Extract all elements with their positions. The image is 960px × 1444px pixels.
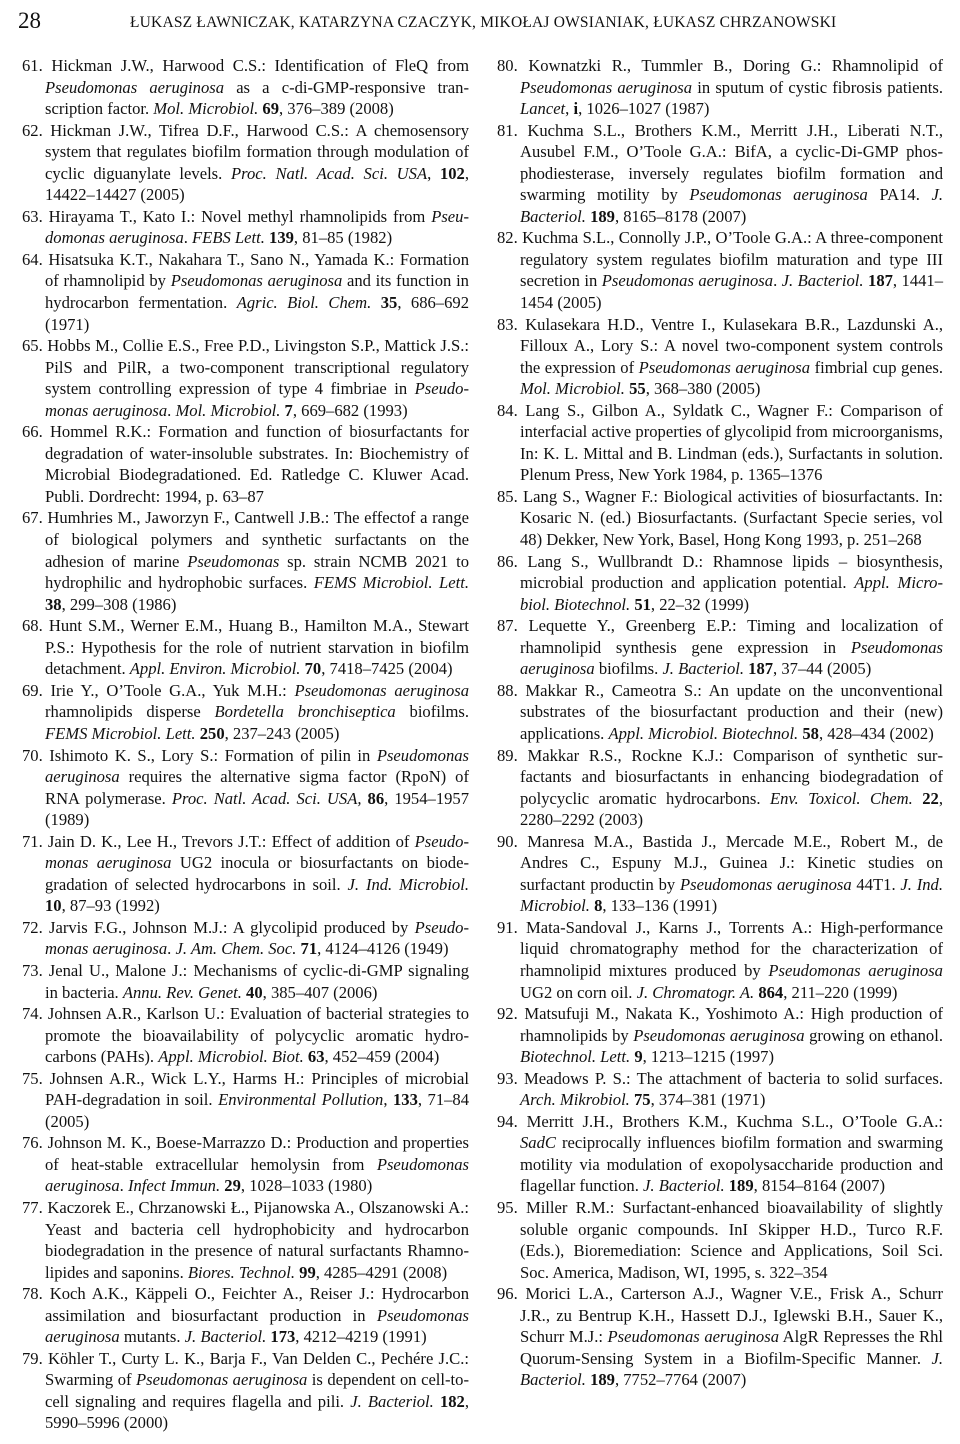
reference-80-text: in sputum of cystic fibrosis patients. xyxy=(692,77,943,97)
reference-66 xyxy=(22,421,469,507)
reference-78-text: J. Bacteriol. xyxy=(184,1327,267,1347)
reference-65-text: , 669–682 (1993) xyxy=(292,400,408,420)
reference-63 xyxy=(22,206,469,249)
reference-63-text: . xyxy=(183,228,193,248)
reference-78-text: mutants. xyxy=(119,1327,185,1347)
reference-88 xyxy=(497,680,943,745)
reference-90-text: 44T1. xyxy=(851,874,901,894)
reference-72 xyxy=(22,917,469,960)
reference-75-text: 75. Johnsen A.R., Wick L.Y., Harms H.: Principles of microbial PAH-degradation in soil. xyxy=(22,1068,469,1110)
reference-84-text: 84. Lang S., Gilbon A., Syldatk C., Wagner F.: Comparison of interfacial active properties of glycolipid from microorganisms, In: K. L. Mittal and B. Lindman (eds.), Surfactants in solution. Plenum Press, New York 1984, p. 1365–1376 xyxy=(497,400,943,485)
reference-93-text: , 374–381 (1971) xyxy=(650,1090,766,1110)
reference-62-text: 62. Hickman J.W., Tifrea D.F., Harwood C.S.: A chemosensory system that regulates biofilm formation through modulation of cyclic diguanylate levels. xyxy=(22,120,469,183)
reference-93 xyxy=(497,1068,943,1111)
reference-88-text: 58 xyxy=(802,723,819,743)
reference-78-text: 173 xyxy=(270,1327,296,1347)
reference-80-text: , xyxy=(565,99,574,119)
reference-65-text: Pseudomonas aeruginosa xyxy=(45,379,469,420)
reference-65-text: Mol. Microbiol. xyxy=(175,400,281,420)
reference-94-text: , 8154–8164 (2007) xyxy=(753,1176,885,1196)
reference-83-text: , 368–380 (2005) xyxy=(645,379,761,399)
reference-69-text: FEMS Microbiol. Lett. xyxy=(45,723,196,743)
reference-72-text: Pseudomonas aeruginosa xyxy=(45,917,469,959)
reference-81-text: 81. Kuchma S.L., Brothers K.M., Merritt J.H., Liberati N.T., Ausubel F.M., O’Toole G.A.: BifA, a cyclic-Di-GMP phosphodiesterase, inversely regulates biofilm formation and swarming motility by xyxy=(497,120,943,205)
reference-63-text: 63. Hirayama T., Kato I.: Novel methyl rhamnolipids from xyxy=(22,206,432,226)
reference-63-text: Pseudomonas aeruginosa xyxy=(45,206,469,248)
reference-61 xyxy=(22,55,469,120)
reference-92-text: growing on ethanol. xyxy=(804,1025,943,1045)
reference-95-text: 95. Miller R.M.: Surfactant-enhanced bioavailability of slightly soluble organic compounds. InI Skipper H.D., Turco R.F. (Eds.), Bioremediation: Science and Applications, Soil Sci. Soc. America, Madison, WI, 1995, s. 322–354 xyxy=(497,1197,943,1282)
reference-90 xyxy=(497,831,943,917)
reference-91-text: Pseudomonas aeruginosa xyxy=(768,960,943,980)
reference-92-text: , 1213–1215 (1997) xyxy=(642,1047,774,1067)
reference-67-text: Pseudomonas xyxy=(187,551,280,571)
reference-76-text: Infect Immun. xyxy=(127,1176,221,1196)
reference-82 xyxy=(497,227,943,313)
reference-67-text: FEMS Microbiol. Lett. xyxy=(313,573,469,593)
reference-71-text: UG2 inocula or biosurfactants on biodegradation of selected hydrocarbons in soil. xyxy=(45,853,470,894)
reference-67-text: 67. Humhries M., Jaworzyn F., Cantwell J.B.: The effectof a range of biological polymers and synthetic surfactants on the adhesion of marine xyxy=(22,508,469,571)
reference-73-text: , 385–407 (2006) xyxy=(262,982,378,1002)
reference-67-text: , 299–308 (1986) xyxy=(61,594,177,614)
reference-86-text: , 22–32 (1999) xyxy=(650,594,750,614)
reference-67-text: 38 xyxy=(45,594,62,614)
reference-87-text: 187 xyxy=(748,659,774,679)
reference-76-text: Pseudomonas aeruginosa xyxy=(45,1154,469,1196)
reference-74 xyxy=(22,1003,469,1068)
reference-78-text: , 4212–4219 (1991) xyxy=(295,1327,427,1347)
reference-61-text: 69 xyxy=(262,99,279,119)
reference-80-text: Lancet xyxy=(520,99,566,119)
reference-68-text: Appl. Environ. Microbiol. xyxy=(129,659,301,679)
reference-96-text: 189 xyxy=(590,1370,615,1390)
reference-75 xyxy=(22,1068,469,1133)
reference-83-text: Pseudomonas aeruginosa xyxy=(638,357,811,377)
reference-75-text: , 71–84 (2005) xyxy=(45,1090,470,1131)
reference-75-text: 133 xyxy=(393,1090,418,1110)
reference-77 xyxy=(22,1197,469,1283)
reference-column-left xyxy=(22,55,469,1434)
reference-68 xyxy=(22,615,469,680)
reference-92-text: Biotechnol. Lett. xyxy=(520,1047,631,1067)
reference-80-text: i xyxy=(573,99,579,119)
reference-81-text: J. Bacteriol. xyxy=(520,185,943,226)
reference-83 xyxy=(497,314,943,400)
reference-82-text: 82. Kuchma S.L., Connolly J.P., O’Toole G.A.: A three-component regulatory system regulates biofilm maturation and type III secretion in xyxy=(497,228,943,291)
reference-81-text: , 8165–8178 (2007) xyxy=(614,206,747,226)
page-header xyxy=(18,8,948,42)
reference-74-text: Appl. Microbiol. Biot. xyxy=(158,1047,304,1067)
reference-68-text: 68. Hunt S.M., Werner E.M., Huang B., Hamilton M.A., Stewart P.S.: Hypothesis for the role of nutrient starvation in biofilm detachment. xyxy=(22,616,469,679)
reference-83-text: 83. Kulasekara H.D., Ventre I., Kulasekara B.R., Lazdunski A., Filloux A., Lory S.: A novel two-component system controls the expression of xyxy=(497,314,943,377)
reference-70-text: Pseudomonas aeruginosa xyxy=(45,745,469,787)
reference-62-text: Proc. Natl. Acad. Sci. USA xyxy=(230,163,428,183)
reference-96-text: , 7752–7764 (2007) xyxy=(614,1370,747,1390)
reference-65-text: . xyxy=(167,400,176,420)
reference-62 xyxy=(22,120,469,206)
reference-94-text: J. Bacteriol. xyxy=(643,1176,725,1196)
reference-76-text: 76. Johnson M. K., Boese-Marrazzo D.: Production and properties of heat-stable extracellular hemolysin from xyxy=(22,1133,469,1174)
reference-67 xyxy=(22,507,469,615)
reference-70-text: Proc. Natl. Acad. Sci. USA, xyxy=(171,788,362,808)
reference-85 xyxy=(497,486,943,551)
reference-87-text: Pseudomonas aeruginosa xyxy=(520,637,943,679)
reference-93-text: 93. Meadows P. S.: The attachment of bacteria to solid surfaces. xyxy=(497,1068,943,1088)
reference-94-text: reciprocally influences biofilm formation and swarming motility via modulation of exopolysaccharide production and flagellar function. xyxy=(520,1133,943,1196)
reference-74-text: 74. Johnsen A.R., Karlson U.: Evaluation of bacterial strategies to promote the bioavailability of polycyclic aromatic hydrocarbons (PAHs). xyxy=(22,1004,469,1067)
reference-90-text: , 133–136 (1991) xyxy=(602,896,718,916)
reference-72-text: , 4124–4126 (1949) xyxy=(317,939,449,959)
reference-72-text: 72. Jarvis F.G., Johnson M.J.: A glycolipid produced by xyxy=(22,917,415,937)
reference-91 xyxy=(497,917,943,1003)
reference-70-text: 70. Ishimoto K. S., Lory S.: Formation of pilin in xyxy=(22,745,377,765)
reference-80 xyxy=(497,55,943,120)
reference-68-text: , 7418–7425 (2004) xyxy=(321,659,453,679)
reference-62-text: , 14422–14427 (2005) xyxy=(45,163,469,205)
reference-91-text: J. Chromatogr. A. xyxy=(636,982,755,1002)
reference-62-text: , xyxy=(427,163,440,183)
reference-73-text: Annu. Rev. Genet. xyxy=(122,982,242,1002)
reference-70-text: requires the alternative sigma factor (RpoN) of RNA polymerase. xyxy=(45,767,469,808)
reference-94 xyxy=(497,1111,943,1197)
reference-66-text: 66. Hommel R.K.: Formation and function of biosurfactants for degradation of water-insoluble substrates. In: Biochemistry of Microbial Biodegradationed. Ed. Ratledge C. Kluwer Acad. Publi. Dordrecht: 1994, p. 63–87 xyxy=(22,422,469,506)
reference-89-text: 22 xyxy=(922,788,939,808)
reference-71-text: Pseudomonas aeruginosa xyxy=(45,831,469,873)
reference-88-text: , 428–434 (2002) xyxy=(818,723,934,743)
reference-88-text: 88. Makkar R., Cameotra S.: An update on the unconventional substrates of the biosurfactant production and their (new) applications. xyxy=(497,680,943,743)
reference-65 xyxy=(22,335,469,421)
reference-89-text: Env. Toxicol. Chem. xyxy=(769,788,913,808)
reference-64-text: Pseudomonas aeruginosa xyxy=(170,271,343,291)
reference-69-text: biofilms. xyxy=(395,702,469,722)
reference-95 xyxy=(497,1197,943,1283)
reference-65-text: 65. Hobbs M., Collie E.S., Free P.D., Livingston S.P., Mattick J.S.: PilS and PilR, a two-component transcriptional regulatory system controlling expression of type 4 fimbriae in xyxy=(22,336,469,399)
reference-83-text: Mol. Microbiol. xyxy=(520,379,625,399)
reference-94-text: SadC xyxy=(520,1133,556,1153)
reference-76-text: , 1028–1033 (1980) xyxy=(240,1176,373,1196)
reference-64-text: 64. Hisatsuka K.T., Nakahara T., Sano N., Yamada K.: Formation of rhamnolipid by xyxy=(22,249,469,291)
reference-72-text: J. Am. Chem. Soc. xyxy=(175,939,297,959)
reference-79-text: Pseudomonas aeruginosa xyxy=(136,1370,308,1390)
reference-96-text: Pseudomonas aeruginosa xyxy=(607,1327,779,1347)
reference-74-text: , 452–459 (2004) xyxy=(324,1047,440,1067)
reference-75-text: Environmental Pollution xyxy=(218,1090,384,1110)
reference-71-text: , 87–93 (1992) xyxy=(61,896,160,916)
reference-78-text: 78. Koch A.K., Käppeli O., Feichter A., Reiser J.: Hydrocarbon assimilation and biosurfactant production in xyxy=(22,1284,469,1325)
reference-81-text: 189 xyxy=(590,206,615,226)
reference-96-text: J. Bacteriol. xyxy=(520,1348,943,1390)
reference-64-text xyxy=(371,293,380,312)
reference-79-text: 79. Köhler T., Curty L. K., Barja F., Van Delden C., Pechére J.C.: Swarming of xyxy=(22,1348,469,1390)
reference-91-text: 91. Mata-Sandoval J., Karns J., Torrents A.: High-performance liquid chromatography method for the characterization of rhamnolipid mixtures produced by xyxy=(497,917,943,980)
reference-65-text: 7 xyxy=(284,400,293,420)
reference-93-text: 75 xyxy=(634,1090,651,1110)
reference-89-text: 89. Makkar R.S., Rockne K.J.: Comparison of synthetic surfactants and biosurfactants in enhancing biodegradation of polycyclic aromatic hydrocarbons. xyxy=(497,745,943,808)
reference-71-text: 10 xyxy=(45,896,62,916)
reference-71-text: J. Ind. Microbiol. xyxy=(347,874,469,894)
reference-82-text: Pseudomonas aeruginosa xyxy=(601,271,774,291)
reference-77-text: 77. Kaczorek E., Chrzanowski Ł., Pijanowska A., Olszanowski A.: Yeast and bacteria cell hydrophobicity and hydrocarbon biodegradation in the presence of natural surfactants Rhamnolipides and saponins. xyxy=(22,1197,469,1282)
reference-82-text: 187 xyxy=(868,271,893,291)
reference-67-text: sp. strain NCMB 2021 to hydrophilic and hydrophobic surfaces. xyxy=(45,551,469,593)
reference-69 xyxy=(22,680,469,745)
reference-86-text: 86. Lang S., Wullbrandt D.: Rhamnose lipids – biosynthesis, microbial production and application potential. xyxy=(497,551,943,593)
reference-88-text: Appl. Microbiol. Biotechnol. xyxy=(608,723,799,743)
reference-80-text: Pseudomonas aeruginosa xyxy=(520,77,693,97)
reference-69-text: , 237–243 (2005) xyxy=(224,723,340,743)
reference-61-text: as a c-di-GMP-responsive transcription factor. xyxy=(45,77,469,119)
reference-76 xyxy=(22,1132,469,1197)
reference-64 xyxy=(22,249,469,335)
reference-70 xyxy=(22,745,469,831)
reference-92 xyxy=(497,1003,943,1068)
reference-92-text: Pseudomonas aeruginosa xyxy=(633,1025,805,1045)
reference-91-text: 864 xyxy=(758,982,784,1002)
reference-92-text: 92. Matsufuji M., Nakata K., Yoshimoto A.: High production of rhamnolipids by xyxy=(497,1004,943,1045)
reference-69-text: Pseudomonas aeruginosa xyxy=(294,680,469,700)
reference-64-text: , 686–692 (1971) xyxy=(45,293,469,334)
reference-column-right xyxy=(497,55,943,1391)
reference-64-text: Agric. Biol. Chem. xyxy=(236,293,372,313)
reference-89-text: , 2280–2292 (2003) xyxy=(520,788,943,830)
reference-61-text: , 376–389 (2008) xyxy=(278,99,394,119)
reference-72-text: 71 xyxy=(300,939,318,959)
reference-90-text: 90. Manresa M.A., Bastida J., Mercade M.E., Robert M., de Andres C., Espuny M.J., Guinea J.: Kinetic studies on surfactant productin by xyxy=(497,831,943,894)
reference-78 xyxy=(22,1283,469,1348)
reference-79-text: 182 xyxy=(439,1391,465,1411)
reference-96 xyxy=(497,1283,943,1391)
reference-76-text: . xyxy=(119,1176,128,1196)
reference-83-text: fimbrial cup genes. xyxy=(810,357,943,377)
page-number: 28 xyxy=(18,8,41,33)
reference-61-text: 61. Hickman J.W., Harwood C.S.: Identification of FleQ from xyxy=(22,56,469,75)
reference-82-text: J. Bacteriol. xyxy=(781,271,864,291)
reference-63-text: FEBS Lett. xyxy=(192,228,265,248)
reference-73-text: 40 xyxy=(246,982,263,1002)
reference-75-text: , xyxy=(383,1090,393,1110)
reference-82-text: . xyxy=(773,271,782,291)
reference-69-text: 69. Irie Y., O’Toole G.A., Yuk M.H.: xyxy=(22,680,295,700)
reference-64-text: and its function in hydrocarbon fermentation. xyxy=(45,271,469,313)
reference-61-text: Mol. Microbiol. xyxy=(153,99,259,119)
reference-90-text: Pseudomonas aeruginosa xyxy=(679,874,852,894)
reference-70-text: , 1954–1957 (1989) xyxy=(45,788,470,830)
running-head: ŁUKASZ ŁAWNICZAK, KATARZYNA CZACZYK, MIKOŁAJ OWSIANIAK, ŁUKASZ CHRZANOWSKI xyxy=(130,14,837,31)
reference-79-text: , 5990–5996 (2000) xyxy=(45,1391,469,1433)
reference-92-text: 9 xyxy=(634,1047,643,1067)
reference-77-text: 99 xyxy=(299,1262,316,1282)
reference-79-text: is dependent on cell-to-cell signaling and requires flagella and pili. xyxy=(45,1370,469,1411)
reference-74-text: 63 xyxy=(307,1047,325,1067)
reference-79-text: J. Bacteriol. xyxy=(350,1391,434,1411)
reference-87-text: , 37–44 (2005) xyxy=(773,659,872,679)
reference-91-text: UG2 on corn oil. xyxy=(520,982,637,1002)
reference-87 xyxy=(497,615,943,680)
reference-89-text xyxy=(913,789,922,808)
reference-87-text: J. Bacteriol. xyxy=(662,659,744,679)
reference-93-text: Arch. Mikrobiol. xyxy=(520,1090,630,1110)
reference-62-text: 102 xyxy=(439,163,465,183)
reference-83-text: 55 xyxy=(629,379,646,399)
reference-81-text: Pseudomonas aeruginosa xyxy=(689,185,868,205)
reference-94-text: 189 xyxy=(728,1176,754,1196)
reference-64-text: 35 xyxy=(380,293,398,313)
reference-68-text: 70 xyxy=(304,659,322,679)
reference-85-text: 85. Lang S., Wagner F.: Biological activities of biosurfactants. In: Kosaric N. (ed.) Biosurfactants. (Surfactant Specie series, vol 48) Dekker, New York, Basel, Hong Kong 1993, p. 251–268 xyxy=(497,486,943,550)
reference-63-text: , 81–85 (1982) xyxy=(293,228,393,248)
reference-82-text: , 1441–1454 (2005) xyxy=(520,271,943,313)
reference-91-text: , 211–220 (1999) xyxy=(783,982,898,1002)
reference-73 xyxy=(22,960,469,1003)
reference-69-text: 250 xyxy=(199,723,225,743)
reference-80-text: 80. Kownatzki R., Tummler B., Doring G.: Rhamnolipid of xyxy=(497,56,943,75)
reference-80-text: , 1026–1027 (1987) xyxy=(578,99,710,119)
reference-76-text: 29 xyxy=(224,1176,241,1196)
reference-69-text: rhamnolipids disperse xyxy=(45,702,215,722)
reference-73-text: 73. Jenal U., Malone J.: Mechanisms of cyclic-di-GMP signaling in bacteria. xyxy=(22,960,469,1002)
reference-86-text: 51 xyxy=(634,594,651,614)
reference-87-text: biofilms. xyxy=(594,659,663,679)
reference-79 xyxy=(22,1348,469,1434)
reference-86 xyxy=(497,551,943,616)
reference-77-text: Biores. Technol. xyxy=(187,1262,295,1282)
reference-72-text: . xyxy=(167,939,176,959)
reference-87-text: 87. Lequette Y., Greenberg E.P.: Timing and localization of rhamnolipid synthesis gene expression in xyxy=(497,616,943,657)
reference-84 xyxy=(497,400,943,486)
reference-86-text: Appl. Microbiol. Biotechnol. xyxy=(520,573,943,614)
reference-96-text: AlgR Represses the Rhl Quorum-Sensing System in a Biofilm-Specific Manner. xyxy=(520,1327,944,1368)
reference-90-text: J. Ind. Microbiol. xyxy=(520,874,943,916)
reference-90-text: 8 xyxy=(594,896,603,916)
reference-94-text: 94. Merritt J.H., Brothers K.M., Kuchma S.L., O’Toole G.A.: xyxy=(497,1111,943,1131)
reference-81 xyxy=(497,120,943,228)
reference-81-text: PA14. xyxy=(867,185,932,205)
reference-61-text: Pseudomonas aeruginosa xyxy=(45,77,225,97)
reference-89 xyxy=(497,745,943,831)
reference-63-text: 139 xyxy=(269,228,294,248)
reference-78-text: Pseudomonas aeruginosa xyxy=(45,1305,469,1347)
reference-71 xyxy=(22,831,469,917)
reference-70-text: 86 xyxy=(367,788,385,808)
reference-77-text: , 4285–4291 (2008) xyxy=(315,1262,448,1282)
reference-69-text: Bordetella bronchiseptica xyxy=(214,702,396,722)
reference-96-text: 96. Morici L.A., Carterson A.J., Wagner V.E., Frisk A., Schurr J.R., zu Bentrup K.H., Hassett D.J., Iglewski B.H., Sauer K., Schurr M.J.: xyxy=(497,1284,943,1347)
reference-71-text: 71. Jain D. K., Lee H., Trevors J.T.: Effect of addition of xyxy=(22,831,415,851)
